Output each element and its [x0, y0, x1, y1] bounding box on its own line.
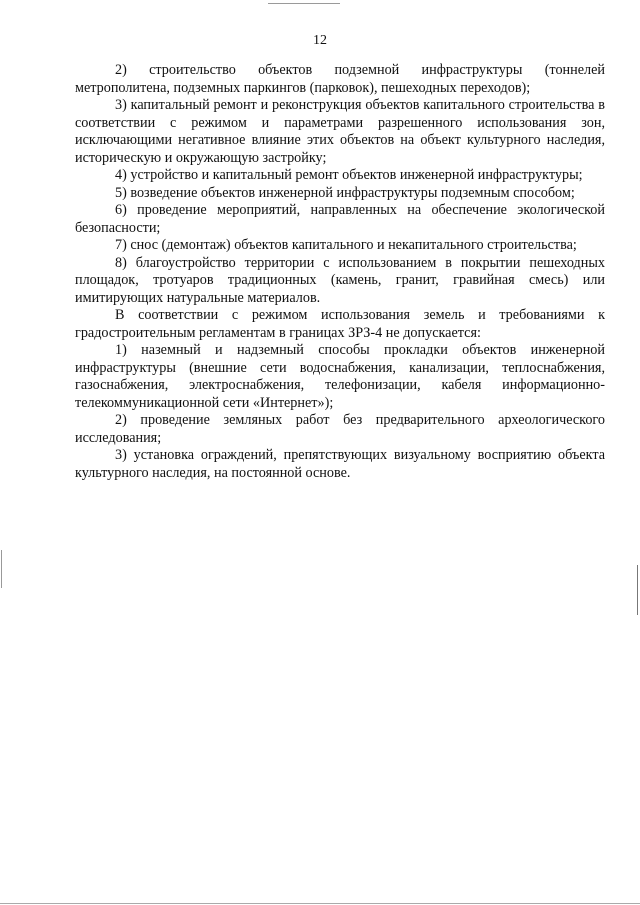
list-item-6: 6) проведение мероприятий, направленных на обеспечение экологической безопасности;	[75, 202, 605, 236]
scan-edge-mark	[637, 565, 638, 615]
document-body	[75, 62, 605, 482]
list-item-3: 3) капитальный ремонт и реконструкция объектов капитального строительства в соответствии с режимом и параметрами разрешенного использования зон, исключающими негативное влияние этих объектов на объект культурного наследия, историческую и окружающую застройку;	[75, 97, 605, 166]
header-rule	[268, 3, 340, 4]
list-item-2: 2) строительство объектов подземной инфраструктуры (тоннелей метрополитена, подземных паркингов (парковок), пешеходных переходов);	[75, 62, 605, 96]
list-item-4: 4) устройство и капитальный ремонт объектов инженерной инфраструктуры;	[115, 167, 583, 183]
prohibition-item-1: 1) наземный и надземный способы прокладки объектов инженерной инфраструктуры (внешние сети водоснабжения, канализации, теплоснабжения, газоснабжения, электроснабжения, телефонизации, кабеля информационно-телекоммуникационной сети «Интернет»);	[75, 342, 605, 411]
list-item-8: 8) благоустройство территории с использованием в покрытии пешеходных площадок, тротуаров традиционных (камень, гранит, гравийная смесь) или имитирующих натуральные материалов.	[75, 254, 605, 306]
scan-edge-mark	[1, 550, 2, 588]
prohibitions-intro: В соответствии с режимом использования земель и требованиями к градостроительным регламентам в границах ЗРЗ-4 не допускается:	[75, 307, 605, 341]
list-item-5: 5) возведение объектов инженерной инфраструктуры подземным способом;	[115, 184, 575, 201]
scan-edge-mark	[0, 903, 640, 904]
prohibition-item-3: 3) установка ограждений, препятствующих визуальному восприятию объекта культурного наследия, на постоянной основе.	[75, 447, 605, 481]
prohibition-item-2: 2) проведение земляных работ без предварительного археологического исследования;	[75, 412, 605, 446]
page-number: 12	[313, 33, 327, 48]
list-item-7: 7) снос (демонтаж) объектов капитального и некапитального строительства;	[115, 237, 577, 253]
